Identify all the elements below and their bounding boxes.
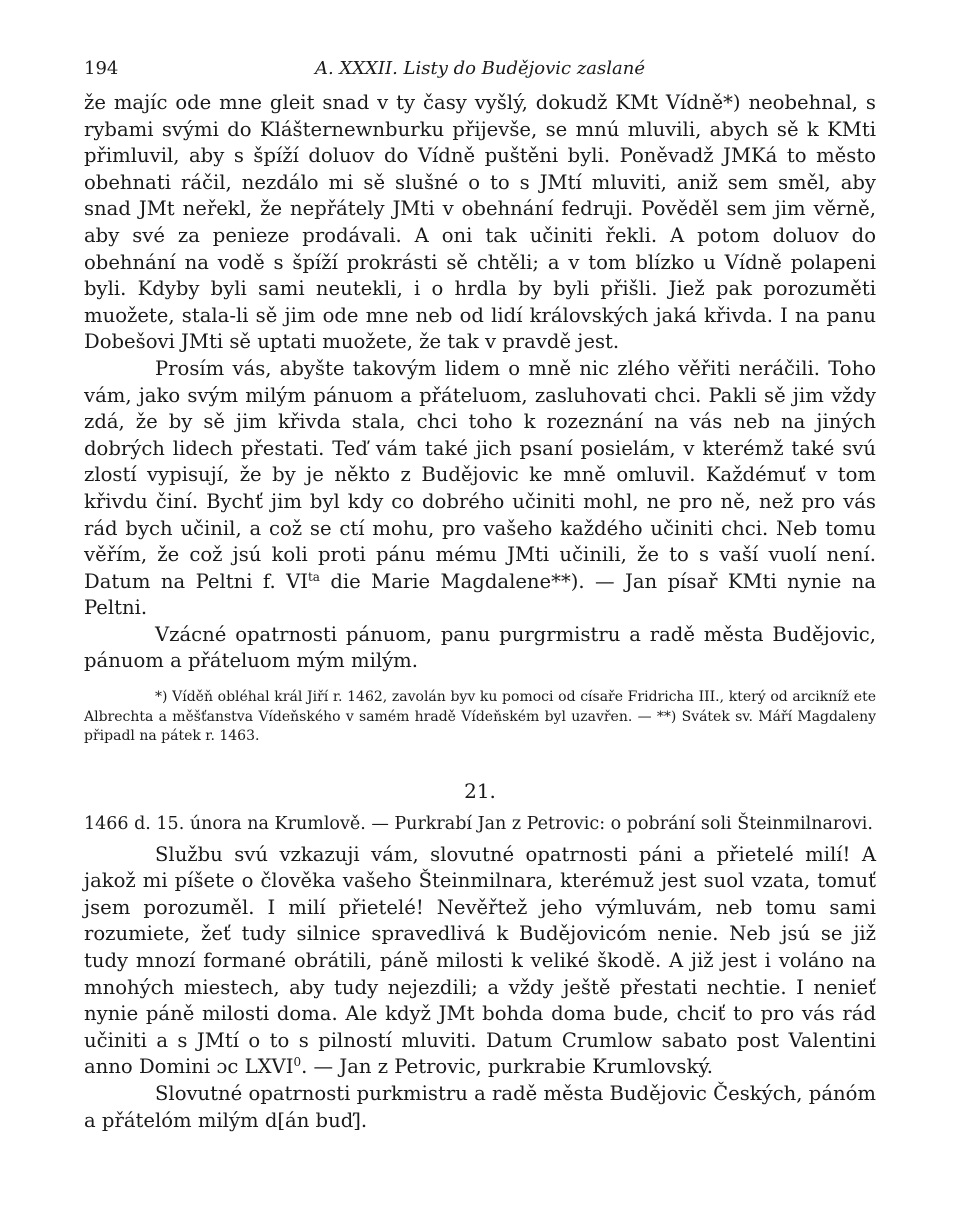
letter-21-body	[84, 842, 876, 1135]
letter-20-paragraph-1: že majíc ode mne gleit snad v ty časy vyšlý, dokudž KMt Vídně*) neobehnal, s rybami svými do Klášternewnburku přijevše, se mnú mluvili, abych sě k KMti přimluvil, aby s špíží doluov do Vídně puštěni byli. Poněvadž JMKá to město obehnati ráčil, nezdálo mi sě slušné o to s JMtí mluviti, aniž sem směl, aby snad JMt neřekl, že nepřátely JMti v obehnání fedruji. Pověděl sem jim věrně, aby své za penieze prodávali. A oni tak učiniti řekli. A potom doluov do obehnání na vodě s špíží prokrásti sě chtěli; a v tom blízko u Vídně polapeni byli. Kdyby byli sami neutekli, i o hrdla by byli přišli. Jiež pak porozuměti muožete, stala-li sě jim ode mne neb od lidí královských jaká křivda. I na panu Dobešovi JMti sě uptati muožete, že tak v pravdě jest.	[84, 91, 876, 354]
letter-21-paragraph-1-signature: . — Jan z Petrovic, purkrabie Krumlovský.	[301, 1055, 714, 1079]
running-head	[84, 58, 876, 90]
letter-20-address: Vzácné opatrnosti pánuom, panu purgrmistru a radě města Budějovic, pánuom a přáteluom mým milým.	[84, 622, 876, 673]
document-number: 21.	[464, 778, 496, 803]
document-page	[84, 58, 876, 1134]
letter-21-paragraph-1-text: Službu svú vzkazuji vám, slovutné opatrnosti páni a přietelé milí! A jakož mi píšete o člověka vašeho Šteinmilnara, kterémuž jest suol vzata, tomuť jsem porozuměl. I milí přietelé! Nevěřtež jeho výmluvám, neb tomu sami rozumiete, žeť tudy silnice spravedlivá k Budějovicóm nenie. Neb jsú se již tudy mnozí formané obrátili, páně milosti k veliké škodě. A již jest i voláno na mnohých miestech, aby tudy nejezdili; a vždy ještě přestati nechtie. I nenieť nynie páně milosti doma. Ale když JMt bohda doma bude, chciť to pro vás rád učiniti a s JMtí o to s pilností mluviti. Datum Crumlow sabato post Valentini anno Domini ɔc LXVI	[84, 842, 876, 1079]
letter-20-paragraph-2-signature: die Marie Magdalene**). — Jan písař KMti nynie na Peltni.	[84, 569, 876, 620]
letter-20-paragraph-2-text: Prosím vás, abyšte takovým lidem o mně nic zlého věřiti neráčili. Toho vám, jako svým milým pánuom a přáteluom, zasluhovati chci. Pakli sě jim vždy zdá, že by sě jim křivda stala, chci toho k rozeznání na vás neb na jiných dobrých lidech přestati. Teď vám také jich psaní posielám, v kterémž také svú zlostí vypisují, že by je někto z Budějovic ke mně omluvil. Každémuť v tom křivdu činí. Bychť jim byl kdy co dobrého učiniti mohl, ne pro ně, než pro vás rád bych učinil, a což se ctí mohu, pro vašeho každého učiniti chci. Neb tomu věřím, že což jsú koli proti pánu mému JMti učinili, že to s vaší vuolí není. Datum na Peltni f. VI	[84, 356, 876, 593]
page-number: 194	[84, 58, 119, 79]
letter-21-paragraph-1	[84, 842, 876, 1081]
footnote-text: *) Víděň obléhal král Jiří r. 1462, zavolán byv ku pomoci od císaře Fridricha III., který od arcikníž ete Albrechta a měšťanstva Vídeňského v samém hradě Vídeňském byl uzavřen. — **) Svátek sv. Máří Magdaleny připadl na pátek r. 1463.	[84, 689, 876, 745]
letter-20-paragraph-2	[84, 356, 876, 622]
superscript-ta: ta	[307, 569, 320, 584]
letter-20-body	[84, 90, 876, 675]
running-title: A. XXXII. Listy do Budějovic zaslané	[314, 58, 646, 79]
document-regest: 1466 d. 15. února na Krumlově. — Purkrabí Jan z Petrovic: o pobrání soli Šteinmilnarovi.	[84, 813, 873, 834]
letter-21-address: Slovutné opatrnosti purkmistru a radě města Budějovic Českých, pánóm a přátelóm milým d[án buď].	[84, 1081, 876, 1132]
superscript-zero: 0	[293, 1055, 302, 1070]
footnotes	[84, 688, 876, 747]
